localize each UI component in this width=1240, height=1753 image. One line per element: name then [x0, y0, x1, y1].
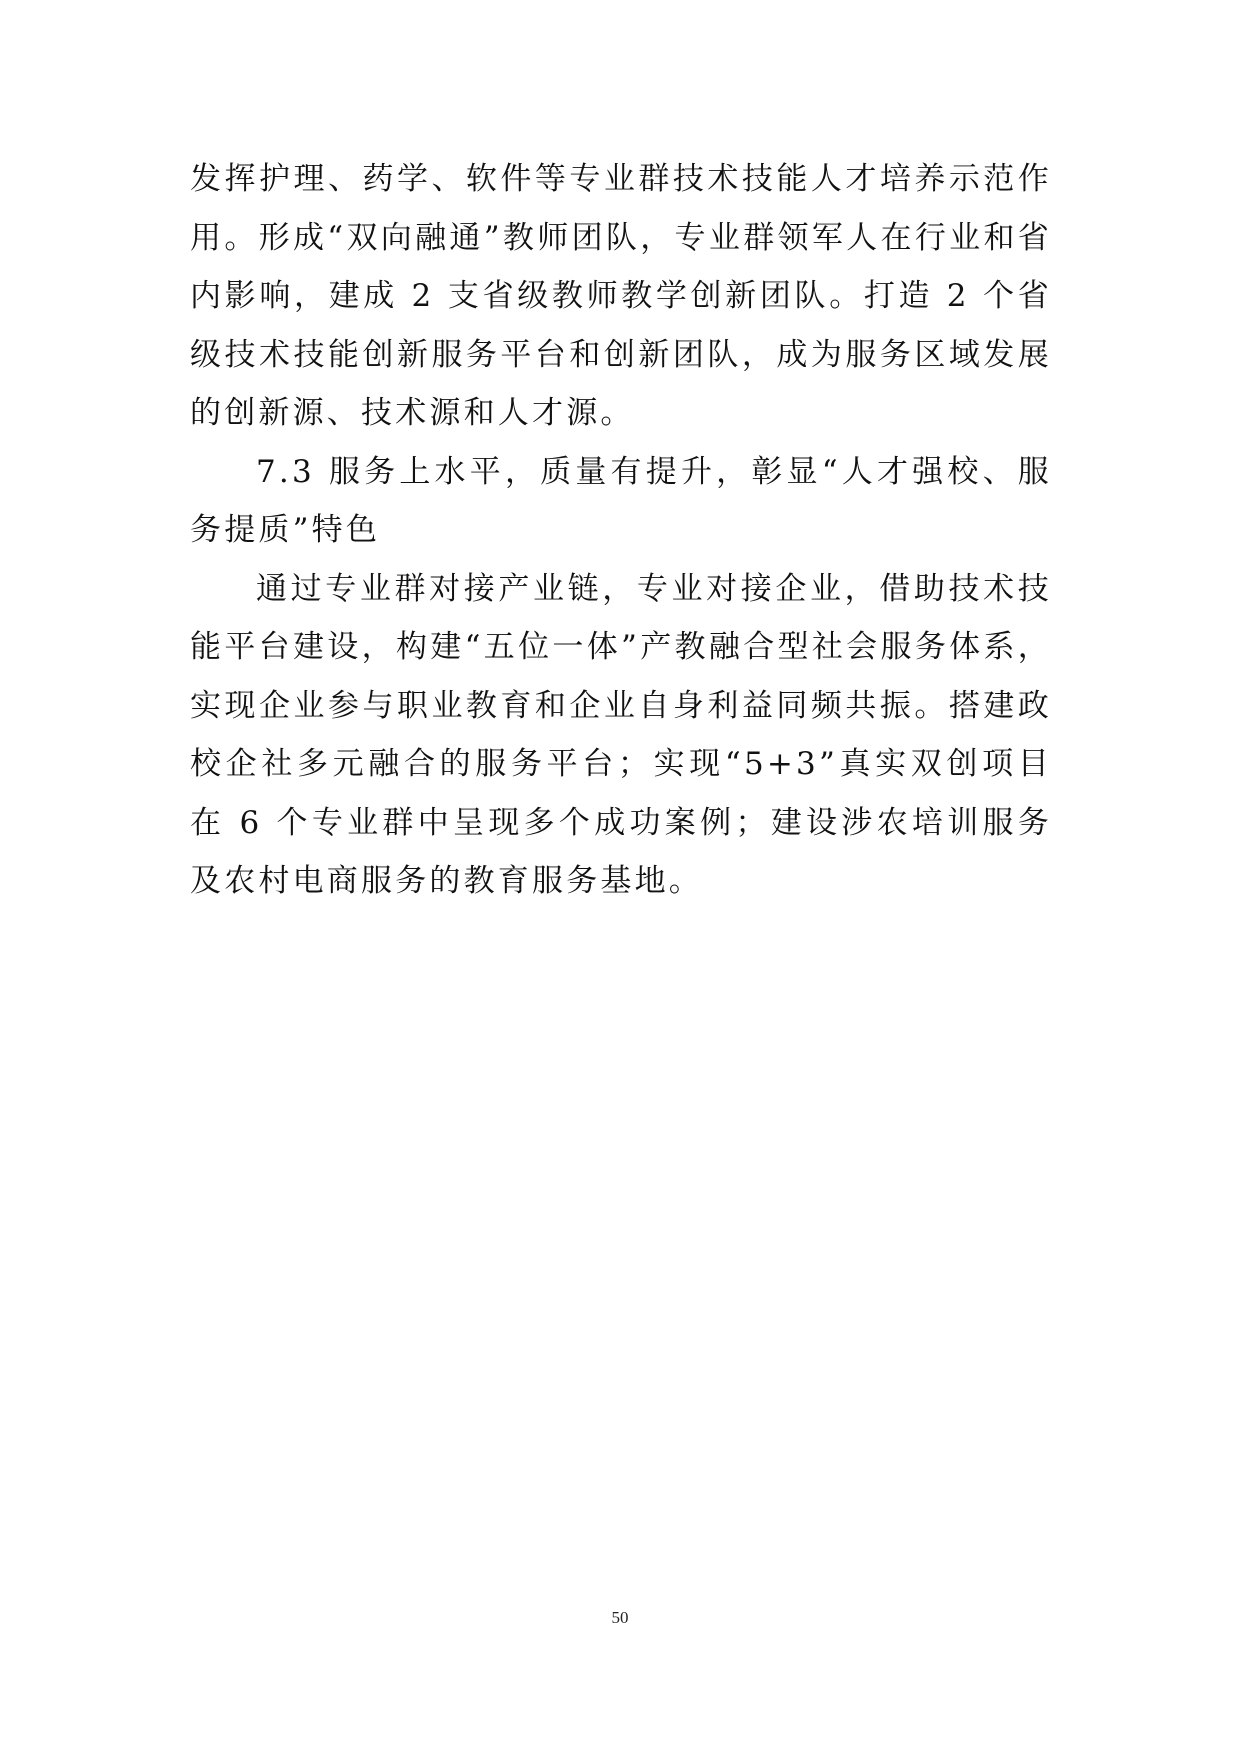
paragraph-service: 通过专业群对接产业链，专业对接企业，借助技术技能平台建设，构建“五位一体”产教融合型社会服务体系，实现企业参与职业教育和企业自身利益同频共振。搭建政校企社多元融合的服务平台；实现“5+3”真实双创项目在 6 个专业群中呈现多个成功案例；建设涉农培训服务及农村电商服务的教育服务基地。	[190, 570, 1052, 899]
body-text	[190, 150, 1052, 911]
paragraph-continuation: 发挥护理、药学、软件等专业群技术技能人才培养示范作用。形成“双向融通”教师团队，专业群领军人在行业和省内影响，建成 2 支省级教师教学创新团队。打造 2 个省级技术技能创新服务平台和创新团队，成为服务区域发展的创新源、技术源和人才源。	[190, 161, 1052, 431]
page-number: 50	[611, 1608, 629, 1627]
section-heading-7-3: 7.3 服务上水平，质量有提升，彰显“人才强校、服务提质”特色	[190, 453, 1052, 548]
